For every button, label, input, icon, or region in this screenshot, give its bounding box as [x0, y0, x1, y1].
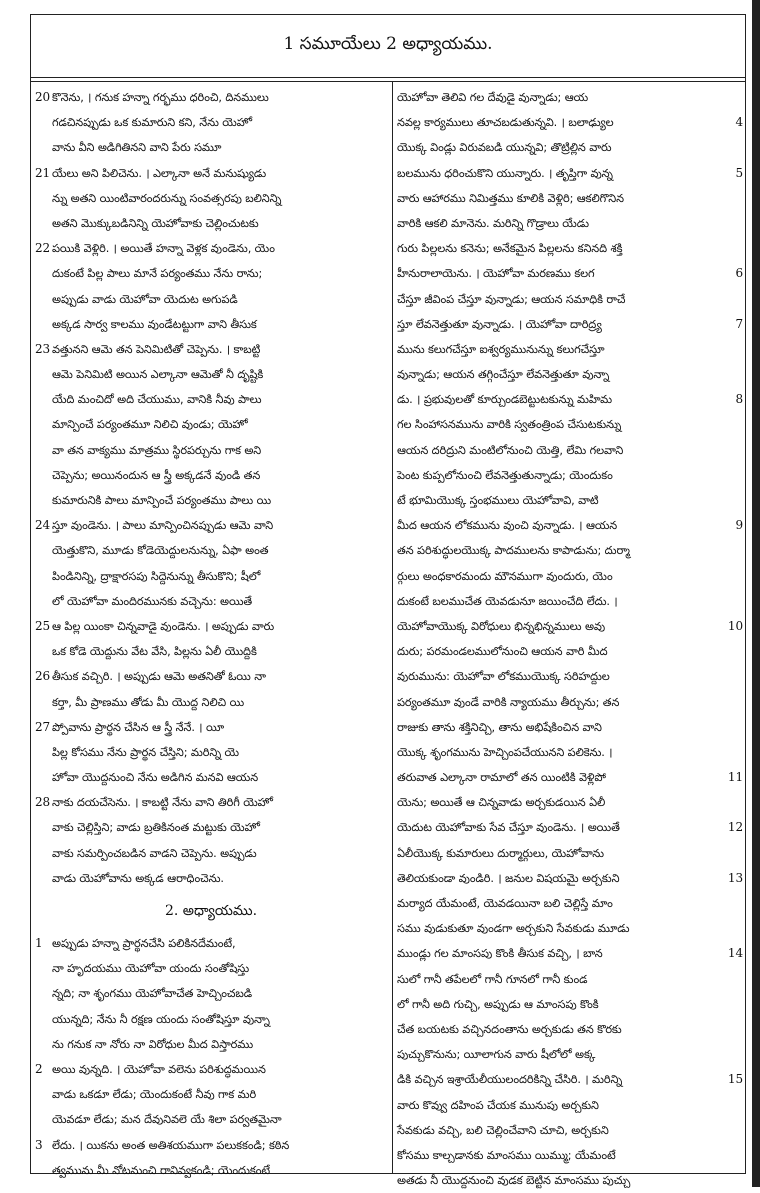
verse-line — [397, 815, 743, 840]
verse-line — [35, 236, 387, 261]
verse-text: గడచినప్పుడు ఒక కుమారుని కని, నేను యెహో — [52, 116, 252, 130]
verse-line — [397, 135, 743, 160]
verse-line — [35, 740, 387, 765]
verse-text: యేలు అని పిలిచెను. । ఎల్కానా అనే మనుష్యుడు — [52, 166, 267, 180]
verse-line — [35, 589, 387, 614]
verse-text: ఆమె పెనిమిటి అయిన ఎల్కానా ఆమెతో నీ దృష్టికి — [52, 368, 264, 382]
verse-text: ర్గులు అంధకారమందు మౌనముగా వుందురు, యెం — [397, 569, 613, 583]
verse-line — [397, 186, 743, 211]
verse-text: టే భూమియొక్క స్తంభములు యెహోవావి, వాటి — [397, 494, 599, 507]
verse-line — [397, 967, 743, 992]
verse-number: 3 — [35, 1137, 43, 1152]
verse-text: ఆ పిల్ల యింకా చిన్నవాడై వుండెను. । అప్పుడు వారు — [52, 619, 275, 633]
verse-line — [397, 287, 743, 312]
verse-text: పర్యంతమూ వుండే వారికి న్యాయము తీర్చును; తన — [397, 695, 620, 709]
verse-text: మర్యాద యేమంటే, యెవడయినా బలి చెల్లిస్తే మాం — [397, 897, 613, 910]
verse-line — [397, 614, 743, 639]
verse-number: 4 — [735, 115, 743, 130]
verse-line — [35, 211, 387, 236]
verse-text: చేత బయటకు వచ్చినదంతాను అర్చకుడు తన కొరకు — [397, 1022, 622, 1036]
verse-text: వాడు యెహోవాను అక్కడ ఆరాధించెను. — [52, 871, 224, 885]
verse-line — [35, 161, 387, 186]
verse-text: నాకు దయచేసెను. । కాబట్టి నేను వాని తిరిగీ యెహో — [52, 796, 273, 810]
verse-line — [35, 564, 387, 589]
verse-text: వారు ఆహారము నిమిత్తము కూలికి వెళ్లిరి; ఆకలిగొనిన — [397, 191, 624, 205]
verse-text: లేదు. । యికను అంత అతిశయముగా పలుకకండి; కఠిన — [52, 1138, 290, 1152]
verse-line — [35, 362, 387, 387]
verse-number: 23 — [35, 341, 51, 356]
verse-line — [35, 790, 387, 815]
verse-line — [35, 387, 387, 412]
verse-text: సము వుడుకుతూ వుండగా అర్చకుని సేవకుడు మూడు — [397, 922, 630, 936]
verse-text: యెవడూ లేడు; మన దేవునివలె యే శిలా పర్వతమైనా — [52, 1113, 282, 1127]
verse-line — [35, 1107, 387, 1132]
verse-text: తరువాత ఎల్కానా రామాలో తన యింటికి వెళ్లిపో — [397, 771, 606, 785]
verse-line — [397, 1118, 743, 1143]
verse-line — [397, 161, 743, 186]
verse-text: రాజుకు తాను శక్తినిచ్చి, తాను అభిషేకించిన వాని — [397, 720, 602, 734]
verse-line — [35, 1007, 387, 1032]
verse-line — [397, 1067, 743, 1092]
verse-line — [397, 841, 743, 866]
verse-line — [397, 211, 743, 236]
verse-line — [397, 488, 743, 513]
verse-line — [397, 941, 743, 966]
verse-line — [35, 186, 387, 211]
verse-number: 1 — [35, 936, 43, 950]
verse-text: స్తూ వుండెను. । పాలు మాన్పించినప్పుడు ఆమె వాని — [52, 519, 274, 533]
verse-line — [35, 715, 387, 740]
verse-text: లో యెహోవా మందిరమునకు వచ్చెను: అయితే — [52, 594, 253, 608]
scripture-page — [30, 14, 746, 1188]
verse-line — [35, 438, 387, 463]
verse-line — [397, 538, 743, 563]
page-header — [31, 15, 745, 78]
verse-line — [35, 287, 387, 312]
verse-number: 25 — [35, 618, 51, 633]
verse-line — [397, 1093, 743, 1118]
verse-number: 20 — [35, 90, 51, 104]
verse-text: వారు కొవ్వు దహింప చేయక మునుపు అర్చకుని — [397, 1098, 599, 1112]
verse-text: డు. । ప్రభువులతో కూర్చుండబెట్టుటకున్ను మహిమ — [397, 393, 612, 407]
verse-line — [35, 135, 387, 160]
verse-text: దురు; పరమండలములోనుంచి ఆయన వారి మీద — [397, 645, 608, 659]
verse-text: ముండ్లు గల మాంసపు కొంకి తీసుక వచ్చి, । బాన — [397, 947, 603, 961]
verse-text: వా తన వాక్యము మాత్రము స్థిరపర్చును గాక అని — [52, 443, 262, 457]
verse-number: 13 — [727, 870, 743, 885]
right-column — [397, 85, 743, 1188]
verse-text: వాకు సమర్పించబడిన వాడని చెప్పెను. అప్పుడు — [52, 846, 257, 860]
verse-text: ప్పోవాను ప్రార్థన చేసిన ఆ స్త్రీ నేనే. । యీ — [52, 720, 225, 734]
verse-line — [397, 790, 743, 815]
page-edge — [752, 0, 760, 1187]
verse-text: యెత్తుకొని, మూడు కోడెయెద్దులనున్ను, ఏఫా అంత — [52, 544, 269, 558]
verse-text: చెప్పెను; అయినందున ఆ స్త్రీ అక్కడనే వుండి తన — [52, 468, 261, 482]
verse-text: ఏలీయొక్క కుమారులు దుర్మార్గులు, యెహోవాను — [397, 846, 604, 860]
verse-text: ఒక కోడె యెద్దును వేట వేసి, పిల్లను ఏలీ యొద్దికి — [52, 645, 257, 659]
verse-text: కొనెను, । గనుక హన్నా గర్భము ధరించి, దినములు — [52, 91, 269, 104]
verse-text: అప్పుడు హన్నా ప్రార్థనచేసి పలికినదేమంటే, — [52, 937, 236, 950]
verse-text: దుకంటే పిల్ల పాలు మానే పర్యంతము నేను రాను; — [52, 267, 263, 281]
verse-text: అతని మొక్కుబడినిన్ని యెహోవాకు చెల్లించుటకు — [52, 216, 259, 230]
verse-line — [35, 690, 387, 715]
verse-line — [35, 931, 387, 956]
verse-line — [397, 387, 743, 412]
verse-line — [397, 715, 743, 740]
verse-line — [35, 337, 387, 362]
verse-text: తీసుక వచ్చిరి. । అప్పుడు ఆమె అతనితో ఓయి నా — [52, 670, 266, 684]
verse-text: అయి వున్నది. । యెహోవా వలెను పరిశుద్ధమయిన — [52, 1062, 266, 1076]
verse-line — [35, 538, 387, 563]
verse-text: పెంట కుప్పలోనుంచి లేవనెత్తుతున్నాడు; యెందుకం — [397, 468, 613, 482]
verse-text: న్నది; నా శృంగము యెహోవాచేత హెచ్చించబడి — [52, 987, 253, 1001]
verse-text: తెలియకుండా వుండిరి. । జనుల విషయమై అర్చకుని — [397, 871, 620, 885]
verse-text: బలమును ధరించుకొని యున్నారు. । తృప్తిగా వున్న — [397, 166, 613, 180]
verse-text: అప్పుడు వాడు యెహోవా యెదుట అగుపడి — [52, 292, 238, 306]
verse-line — [35, 765, 387, 790]
verse-text: వాకు చెల్లిస్తిని; వాడు బ్రతికినంత మట్టుకు యెహో — [52, 821, 260, 835]
verse-text: తన పరిశుద్ధులయొక్క పాదములను కాపాడును; దుర్మా — [397, 544, 630, 558]
verse-number: 7 — [735, 316, 743, 331]
verse-line — [35, 1082, 387, 1107]
left-column — [35, 85, 387, 1177]
verse-number: 27 — [35, 719, 51, 734]
verse-text: చేస్తూ జీవింప చేస్తూ వున్నాడు; ఆయన సమాధికి రాచే — [397, 292, 626, 306]
verse-number: 2 — [35, 1061, 43, 1076]
verse-line — [397, 236, 743, 261]
verse-line — [397, 412, 743, 437]
verse-text: కోసము కాల్చడానకు మాంసము యిమ్ము; యేమంటే — [397, 1148, 616, 1162]
verse-number: 14 — [727, 946, 743, 961]
verse-line — [397, 1017, 743, 1042]
verse-line — [35, 841, 387, 866]
verse-line — [397, 690, 743, 715]
verse-text: యెను; అయితే ఆ చిన్నవాడు అర్చకుడయిన ఏలీ — [397, 796, 606, 810]
verse-text: పుచ్చుకొనును; యీలాగున వారు షీలోలో అక్క — [397, 1048, 596, 1062]
verse-line — [35, 85, 387, 110]
verse-text: త్వమును మీ నోటనుంచి రానివ్వకండి; యెందుకంటే — [52, 1163, 270, 1177]
verse-text: కర్తా, మీ ప్రాణము తోడు మీ యొద్ద నిలిచి యి — [52, 695, 245, 709]
verse-text: మాన్పించే పర్యంతమూ నిలిచి వుండు; యెహో — [52, 418, 248, 432]
verse-text: వత్తునని ఆమె తన పెనిమిటితో చెప్పెను. । కాబట్టి — [52, 342, 261, 356]
verse-text: న్ను అతని యింటివారందరున్ను సంవత్సరపు బలినిన్ని — [52, 191, 282, 205]
verse-number: 8 — [735, 392, 743, 407]
verse-line — [397, 740, 743, 765]
verse-number: 22 — [35, 241, 51, 256]
verse-line — [35, 815, 387, 840]
verse-number: 21 — [35, 165, 51, 180]
verse-line — [35, 261, 387, 286]
verse-text: ను గనుక నా నోరు నా విరోధుల మీద విస్తారము — [52, 1037, 254, 1051]
column-divider — [392, 81, 393, 1173]
verse-line — [397, 110, 743, 135]
verse-text: యేది మంచిదో అది చేయుము, వానికి నీవు పాలు — [52, 393, 262, 407]
verse-line — [397, 891, 743, 916]
verse-text: నవల్ల కార్యములు తూచబడుతున్నవి. । బలాఢ్యుల — [397, 116, 614, 130]
verse-line — [397, 1143, 743, 1168]
verse-line — [397, 564, 743, 589]
verse-line — [35, 664, 387, 689]
verse-line — [35, 488, 387, 513]
verse-text: సేవకుడు వచ్చి, బలి చెల్లించేవాని చూచి, అర్చకుని — [397, 1123, 609, 1137]
verse-text: డికి వచ్చిన ఇశ్రాయేలీయులందరికిన్ని చేసిరి. । మరిన్ని — [397, 1073, 623, 1087]
verse-line — [397, 992, 743, 1017]
verse-line — [397, 916, 743, 941]
verse-number: 11 — [727, 770, 743, 785]
verse-line — [35, 981, 387, 1006]
page-title: 1 సమూయేలు 2 అధ్యాయము. — [283, 34, 493, 54]
verse-line — [397, 664, 743, 689]
verse-text: యొక్క విండ్లు విరువబడి యున్నవి; తొట్రిల్లిన వారు — [397, 141, 612, 155]
verse-text: దుకంటే బలముచేత యెవడునూ జయించేది లేదు. । — [397, 594, 618, 608]
verse-line — [397, 1042, 743, 1067]
verse-text: అక్కడ సార్వ కాలము వుండేటట్టుగా వాని తీసుక — [52, 317, 257, 331]
verse-line — [397, 589, 743, 614]
verse-line — [35, 639, 387, 664]
verse-line — [35, 312, 387, 337]
verse-text: మీద ఆయన లోకమును వుంచి వున్నాడు. । ఆయన — [397, 519, 618, 533]
verse-line — [35, 1158, 387, 1183]
verse-text: యొక్క శృంగమును హెచ్చింపచేయునని పలికెను. । — [397, 745, 613, 759]
verse-line — [35, 614, 387, 639]
verse-text: వున్నాడు; ఆయన తగ్గించేస్తూ లేవనెత్తుతూ వున్నా — [397, 368, 610, 382]
verse-line — [35, 513, 387, 538]
verse-text: మును కలుగచేస్తూ ఐశ్వర్యమునున్ను కలుగచేస్తూ — [397, 342, 605, 356]
verse-text: అతడు నీ యొద్దనుంచి వుడక బెట్టిన మాంసము పుచ్చు — [397, 1174, 631, 1188]
verse-number: 9 — [735, 518, 743, 533]
verse-line — [35, 110, 387, 135]
verse-line — [397, 438, 743, 463]
verse-text: సులో గానీ తపేలలో గానీ గూనలో గానీ కుండ — [397, 972, 588, 986]
verse-text: లో గానీ అది గుచ్చి, అప్పుడు ఆ మాంసపు కొంకి — [397, 997, 599, 1011]
verse-number: 26 — [35, 669, 51, 684]
verse-text: ఆయన దరిద్రుని మంటిలోనుంచి యెత్తి, లేమి గలవాని — [397, 443, 624, 457]
verse-text: యెహోవాయొక్క విరోధులు భిన్నభిన్నములు అవు — [397, 619, 606, 633]
verse-text: వురుమును: యెహోవా లోకముయొక్క సరిహద్దుల — [397, 670, 610, 684]
verse-line — [397, 1168, 743, 1193]
verse-text: హోవా యొద్దనుంచి నేను అడిగిన మనవి ఆయన — [52, 771, 259, 785]
verse-number: 28 — [35, 795, 51, 810]
verse-line — [397, 639, 743, 664]
verse-number: 15 — [727, 1072, 743, 1087]
chapter-heading: 2. అధ్యాయము. — [164, 903, 258, 919]
verse-line — [397, 312, 743, 337]
verse-text: పిల్ల కోసము నేను ప్రార్థన చేస్తిని; మరిన్ని యె — [52, 745, 239, 759]
verse-number: 10 — [727, 618, 743, 633]
verse-number: 5 — [735, 165, 743, 180]
verse-line — [397, 866, 743, 891]
verse-text: పిండినిన్ని, ద్రాక్షారసపు సిద్దెనున్ను తీసుకొని; షీలో — [52, 569, 261, 583]
verse-line — [397, 85, 743, 110]
verse-text: నా హృదయము యెహోవా యందు సంతోషిస్తు — [52, 962, 250, 976]
verse-text: గురు పిల్లలను కనెను; అనేకమైన పిల్లలను కనినది శక్తి — [397, 242, 623, 256]
verse-line — [35, 866, 387, 891]
verse-text: పయికి వెళ్లిరి. । అయితే హన్నా వెళ్లక వుండెను, యెం — [52, 242, 275, 256]
verse-text: వారికి ఆకలి మానెను. మరిన్ని గొడ్రాలు యేడు — [397, 216, 589, 230]
verse-number: 6 — [735, 266, 743, 281]
verse-line — [35, 956, 387, 981]
verse-text: స్తూ లేవనెత్తుతూ వున్నాడు. । యెహోవా దారిద్ర్య — [397, 317, 602, 331]
verse-line — [35, 1032, 387, 1057]
verse-text: వాడు ఒకడూ లేడు; యెందుకంటే నీవు గాక మరి — [52, 1088, 257, 1102]
verse-line — [397, 765, 743, 790]
verse-text: వాను వీని అడిగితినని వాని పేరు సమూ — [52, 141, 222, 155]
verse-line — [35, 463, 387, 488]
verse-line — [35, 1057, 387, 1082]
header-rule — [31, 81, 745, 82]
verse-text: యున్నది; నేను నీ రక్షణ యందు సంతోషిస్తూ వున్నా — [52, 1012, 270, 1026]
verse-text: యెదుట యెహోవాకు సేవ చేస్తూ వుండెను. । అయితే — [397, 821, 620, 835]
verse-line — [397, 463, 743, 488]
verse-text: కుమారునికి పాలు మాన్పించే పర్యంతము పాలు యి — [52, 494, 271, 507]
verse-line — [397, 261, 743, 286]
verse-number: 24 — [35, 518, 51, 533]
verse-line — [35, 1133, 387, 1158]
verse-text: గల సింహాసనమును వారికి స్వతంత్రింప చేసుటకున్ను — [397, 418, 622, 432]
verse-line — [397, 513, 743, 538]
verse-line — [397, 337, 743, 362]
verse-line — [397, 362, 743, 387]
verse-text: హీనురాలాయెను. । యెహోవా మరణము కలగ — [397, 267, 595, 281]
verse-line — [35, 412, 387, 437]
verse-text: యెహోవా తెలివి గల దేవుడై వున్నాడు; ఆయ — [397, 91, 589, 104]
verse-number: 12 — [727, 820, 743, 835]
